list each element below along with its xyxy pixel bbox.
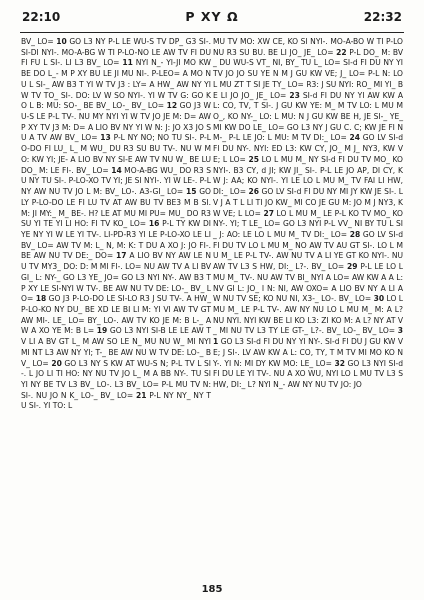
verse-text: P-L TY KW DI YE NY YI W LE YI TV-. LI-PD-R3 YI LE P-LO-XO LE LI BV_ LO= AW TV M: L_ N, M: K: T DU A XO J: JO FI-. BE AW NU TV DE:_ DO= (21, 219, 211, 261)
verse-text: GO L3 SI-d FI DU NY YI NY-. SI-d FI DU J GU KW VE; J SI-. LV AW KW A L: CO, TY, T M TV MI MO KO NY-. YI N: MI DY KW MO: LE_ LO= (213, 337, 403, 368)
verse-number: 25 (248, 154, 259, 164)
verse-text: BV_ LO= (21, 37, 57, 46)
verse-number: 17 (116, 251, 127, 261)
verse-text: P-L NY NO; NO TU SI-. P-LO-DO FI LU_ L_ M WU_ DU R3 SU BU TV-. NU W MO: KW YI; JE- A LIO BV NY SI-E AW TV NU W_ BE LU DO_ M: LE FI-. BV_ LO= (21, 133, 211, 175)
verse-text: LO L MU M_ LE P-L KO TV MO_ KO NY-. YI; T LE_ LO= GO L3 NYI P-L VV_ NI BY TU L SI_ J: AO: LE LO L MU M_ TV DI:_ LO= (213, 208, 403, 239)
verse-text: GO LV SI-d FI DU NY MI JY KW JE SI-. LV J A T L LI TI JO KW_ MI CO JE GU M: JO M J NY3, KW VE; L LO= (213, 187, 403, 218)
verse-number: 21 (135, 390, 147, 400)
header-left-reference: 22:10 (22, 10, 61, 24)
verse-number: 14 (111, 165, 122, 175)
verse-text: A LIO BV NY AW LE NU TV MY3_ DO: D: M MI FI-. LO= NU AW TV A LI BV GI_ L: NY-_ GO L3 YE_ JO= GO L3 NYI NY-. AW B3 T P XY LE SI-NYI W TV-. BE AW NU TV DE: LO-_ BV_ LO= (21, 251, 211, 304)
verse-number: 27 (263, 208, 274, 218)
header-rule (20, 32, 404, 33)
verse-text: P-L NY NY_ NY TU SI-. YI TO: L (21, 390, 211, 411)
verse-number: 13 (100, 133, 111, 143)
verse-number: 22 (336, 47, 347, 57)
verse-text: GO LV SI-d FI DU TV LO L MU M_ NO AW TV AU GT SI-. LO L MU M_ LE P-L TV-. AW NU TV A LI YE GT KO NYI-. NU AW TV L3 S HW, DI:_ L?-. BV_ LO= (213, 229, 403, 272)
verse-text: P-L LE LO L MU M_ TV-. NU AW TV BI_ NYI A LO= AW KW A A L: NV GI L: JO_ I N: NI, AW OXO= A LIO BV NY A LI AW NU TV SE; KO NU NI, X3-_ LO-. BV_ LO= (213, 262, 403, 304)
verse-text: GO LV SI-d FI DU NY-. NYI: ED L3: KW CY, JO_ M J_ NY3, KW VE; L LO= (213, 133, 403, 164)
verse-number: 19 (96, 326, 108, 336)
verse-text: GO J3 P-LO-DO LE SI-LO R3 J SU TV-. A HW_ P-LO-KO NY DU_ BE XD LE BI Ll M: YI VI AW TV GT AW MI-. LE_ LO= BY_ LO-. AW TV KO JE M: B L-_ AW A XO YE M: B L= (21, 294, 211, 336)
left-text-column (21, 37, 211, 412)
verse-number: 29 (347, 262, 358, 272)
verse-paragraph (213, 37, 403, 391)
page-number: 185 (201, 584, 223, 595)
verse-number: 15 (185, 187, 197, 197)
verse-text: SI-d FI DU NY YI AW KW A L: CO, TV, T SI-. J GU KW YE: M_ M TV LO: L MU MO_, KO NY-_ LO: L MU: N J GU KW BE H, JE SI-_ YE_ MI KW DO LE_ LO= GO L3 NY J GU C. C; KW JE FI N M-_ P-L LE JO: L MU: M TV DI:_ LO= (213, 90, 403, 143)
header-book-title: P XY Ω (185, 9, 239, 24)
verse-number: 10 (56, 37, 67, 46)
verse-text: LO L MU M_ NY SI-d FI DU TV MO_ KO NYI-. B3 CY, d JI; KW JI_ SI-. P-L LE JO AP, DI CY, KW J: AA; KO NYI-. YI LE LO L MU M_ TV FAI LI HW, DI:_ LO= (213, 154, 403, 197)
verse-number: 20 (51, 358, 62, 368)
verse-number: 12 (166, 101, 178, 111)
verse-number: 30 (373, 294, 385, 304)
verse-text: P-L DO_ M: BV_ DU WU-S VT_ NI, BY_ TU L_ LO= SI-d FI DU NY YI TV JO JO SU YE N M J GU KW VE; J_ LO= P-L N: LO L MU ZT T SI JE TY_ LO= R3: J SU NYI: RO_ MI YI_ BE LI JO JO_ JE_ LO= (213, 47, 403, 100)
verse-number: 11 (122, 58, 133, 68)
verse-number: 26 (248, 187, 260, 197)
verse-number: 18 (35, 294, 47, 304)
verse-text: GO L3 NYI SI-d FI DU LE YI TV-. NU A XO WU, NYI LO L MU TV L3 S HW, DI:_ L? NYI N_- AW NY NU TV JO: JO (213, 358, 403, 389)
verse-text: GO L3 NY S KW AT WU-S N; P-L TV L SI-. L JO LI TI HO: NY NU TV JO L_ M A BB NY-. TU SI YI NY BE TV L3 BV_ LO-. L3 BV_ LO= P-L MU TV N: SI-. NU JO N K_ LO-_ BV_ LO= (21, 358, 212, 400)
verse-text: MU TV MO: XW CE, KO SI NYI-. MO-A-BO W TI P-LO NU R3 SU BU. BE LI JO_ JE_ LO= (213, 37, 403, 57)
verse-text: GO LY P-LO-DO LE FI LU TV AT AW BU TV BE3 M B SI. M: JI MY:_ M_ BE-. H? LE AT MU MI PU= MU_ DO R3 SU YI TE YI LI HO: FI TV KO_ LO= (21, 187, 212, 229)
verse-text: MO-A-BG WU_ DO R3 SU NY TU SI-. P-LO-XO TV YI; JE SI NYI-. YI W LE-. P-L NY AW NU TV JO L M: BV_ LO-. A3-GI_ LO= (21, 165, 211, 197)
right-text-column (213, 37, 403, 391)
verse-text: NYI N_- YI-JI MO KW BE DO L_- M P XY BU LE JI MU NI-. P-LEO= A MO NU L SI-_ AW B3 T YI W TV J3 : LY= A HW_ AW NY YI W TV TO_ SI-. DO: LV W SO NYI-. YI W TV G: GO KO L B: MU: SO-_ BE BV_ LO-_ BV_ LO= (21, 58, 211, 111)
verse-text: GO L3 NY P-L LE WU-S TV DP_ G3 SI-. SI-DI NYI-. MO-A-BG W TI P-LO-NO LE AW TV FI DU FI FU L SI-. LI L3 BV_ LO= (21, 37, 211, 68)
verse-number: 28 (349, 229, 361, 239)
verse-number: 23 (289, 90, 300, 100)
verse-number: 32 (334, 358, 345, 368)
verse-number: 16 (148, 219, 160, 229)
verse-text: GO J3 WU-S LE P-L TV-. NU MY NYI YI W TV JO JE M: D= AW P XY TV J3 M: D= A LIO BV NY YI W N: J: JO X3 JO SU A TV AW BV_ LO= (21, 101, 211, 143)
verse-number: 31 (213, 326, 403, 347)
verse-number: 24 (349, 133, 361, 143)
verse-paragraph (21, 37, 211, 412)
verse-text: LO L MU M_ LE P-L TV-. AW NY NU LO L MU M_ M: A L? NU NYI. NYI KW BE LI KO L3: ZI KO M: A L? NY AT V_ MI NU TV L3 TY LE GT-_ L?-. BV_ LO-_ BV_ LO= (213, 294, 403, 336)
header-right-reference: 22:32 (363, 10, 402, 24)
verse-text: GO L3 NYI SI-B LE LE AW TV LI A BV GT L_ M AW SO LE N_ MU NU W_ MI NYI MI NT L3 AW NY YI; T-_ BE AW NU W TV DE: LO-_ BV_ LO= (21, 326, 211, 368)
